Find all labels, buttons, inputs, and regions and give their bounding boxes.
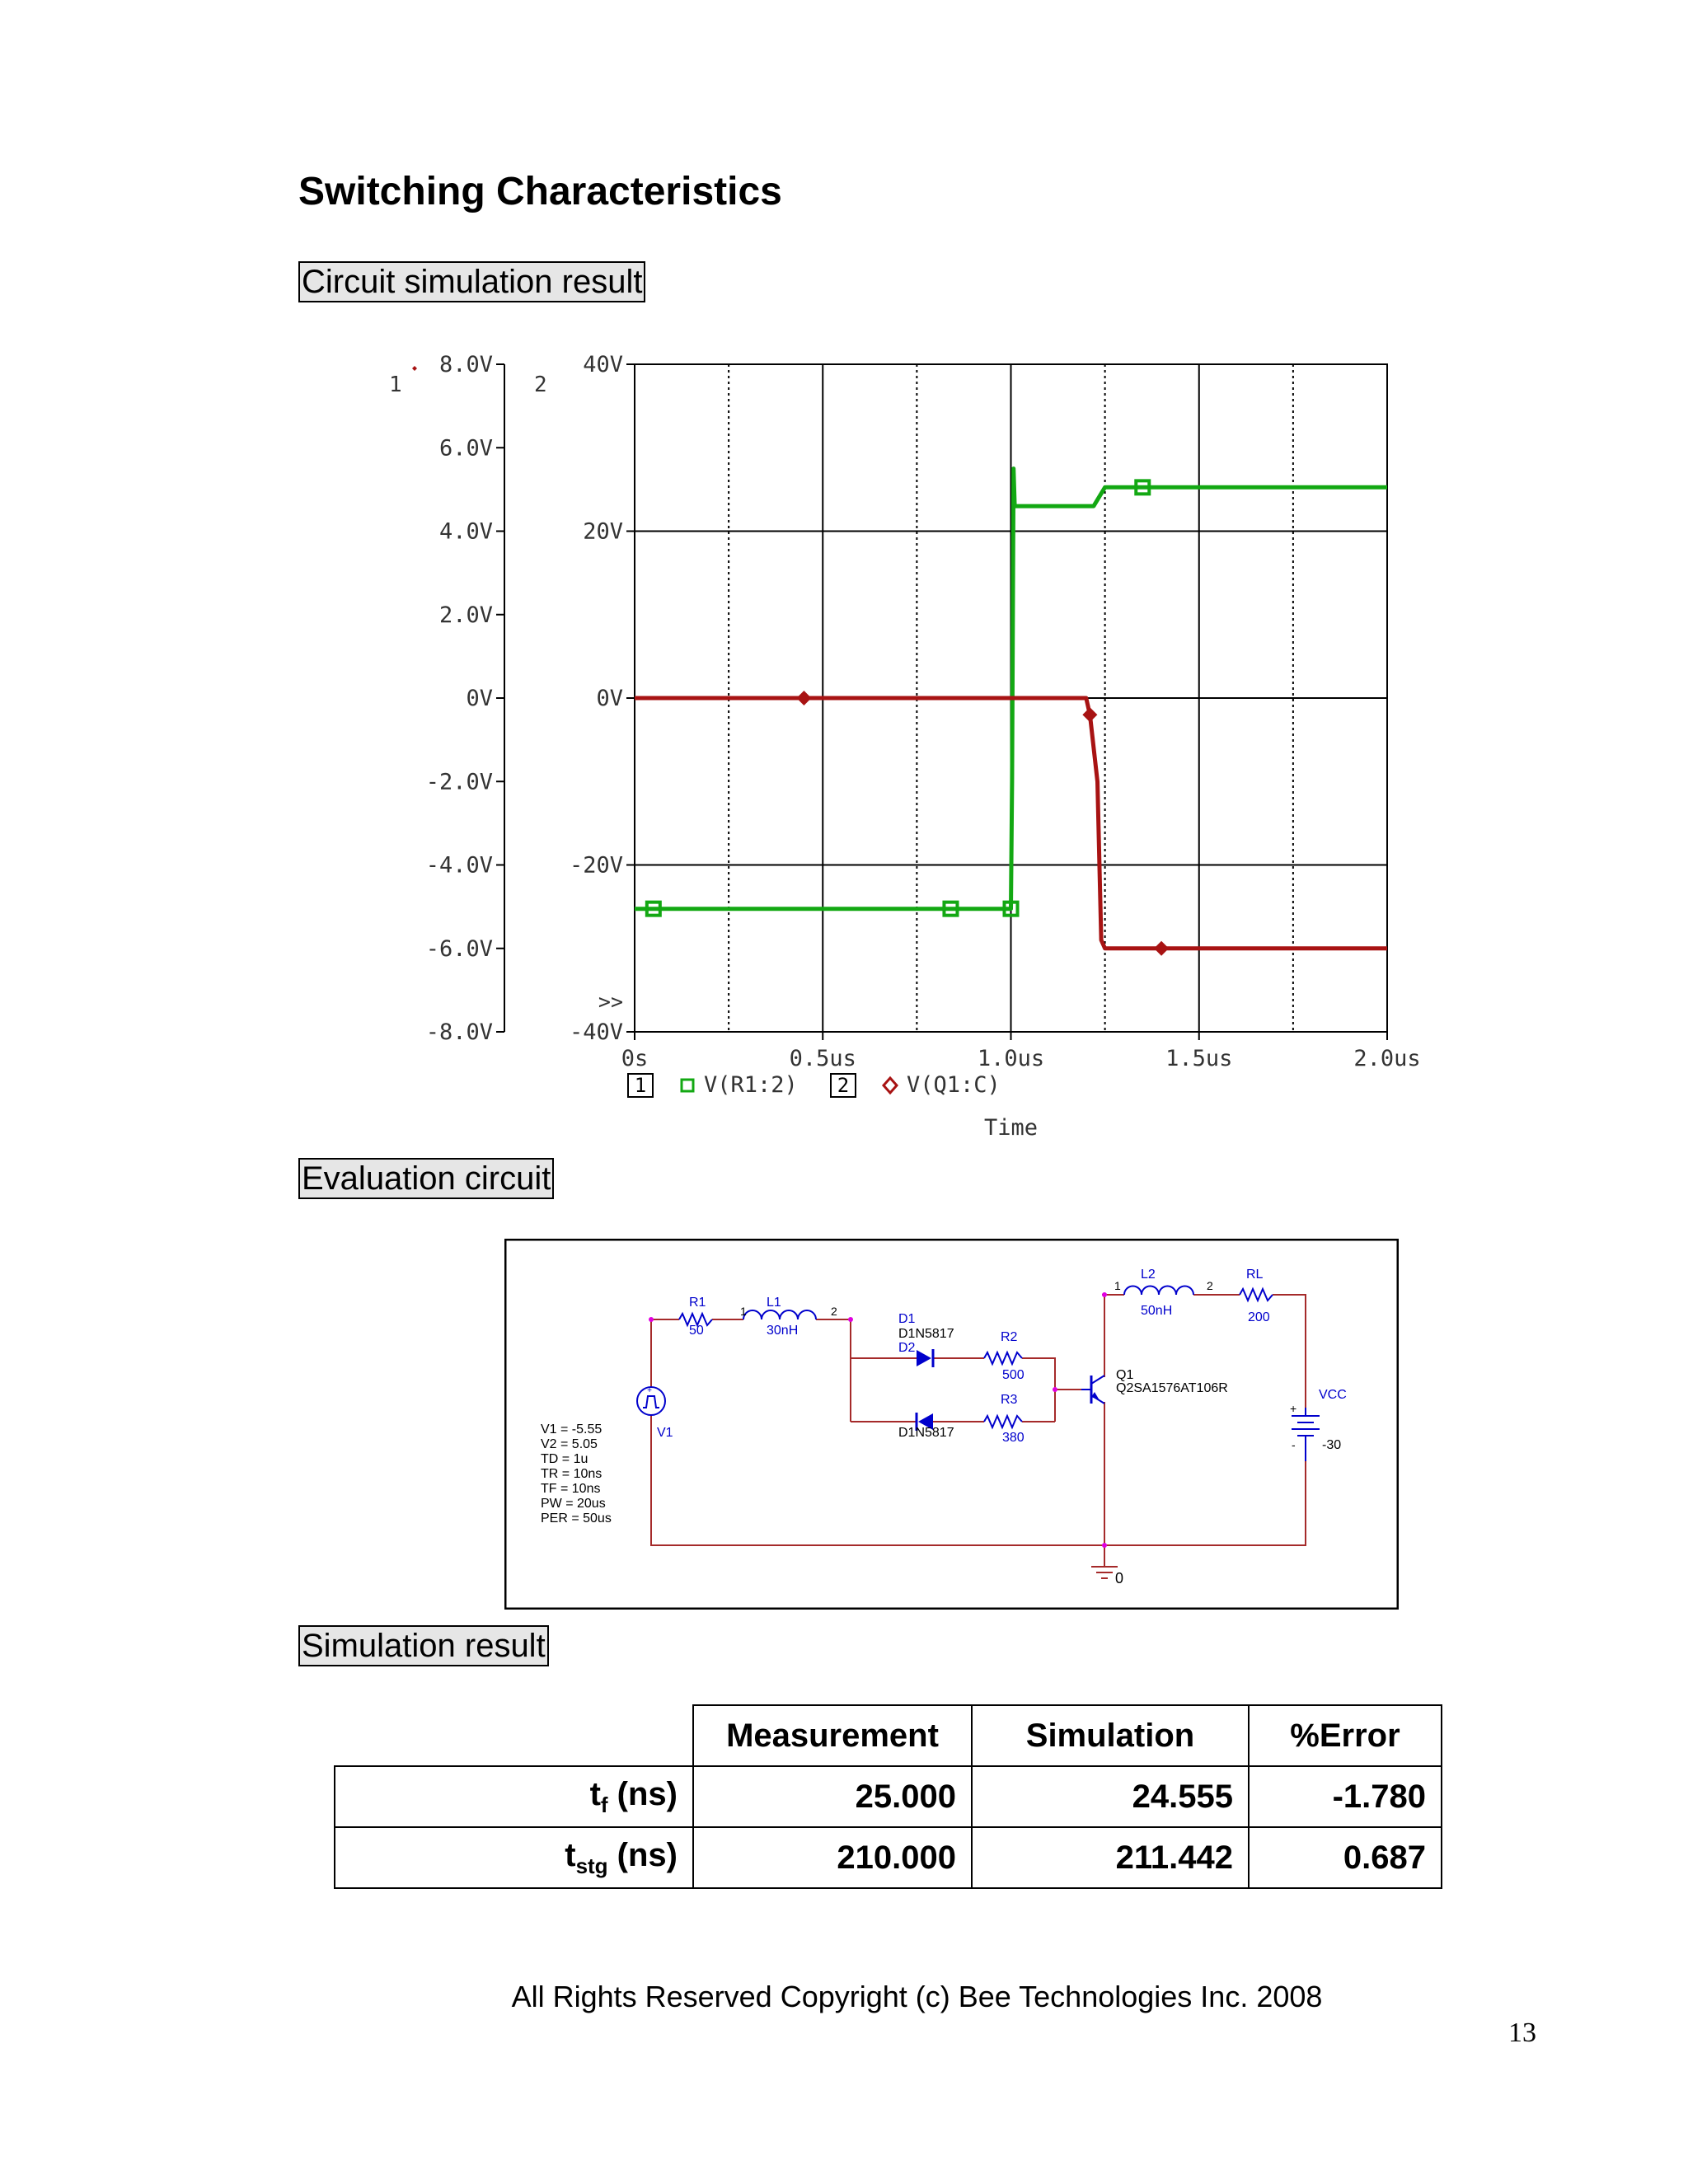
l2-value: 50nH [1141, 1304, 1173, 1318]
l2-name: L2 [1141, 1268, 1156, 1282]
l1-value: 30nH [767, 1324, 799, 1338]
axis1-selected-icon [412, 366, 417, 371]
row-label: $t_{stg}$ (ns) [335, 1827, 693, 1888]
table-corner [335, 1705, 693, 1766]
l2-pin2: 2 [1207, 1279, 1213, 1292]
column-header: %Error [1249, 1705, 1442, 1766]
q1-part: Q2SA1576AT106R [1116, 1381, 1228, 1395]
measurement-cell: 25.000 [693, 1766, 972, 1827]
l2-pin1: 1 [1114, 1279, 1121, 1292]
legend-axis-id: 1 [634, 1074, 647, 1097]
table-row [335, 1766, 1442, 1827]
source-param-text: TD = 1u [541, 1452, 588, 1466]
simulation-cell: 24.555 [972, 1766, 1249, 1827]
column-header: Simulation [972, 1705, 1249, 1766]
simulation-result-table [334, 1704, 1442, 1889]
axis2-tick-label: 40V [583, 352, 623, 377]
page-title: Switching Characteristics [298, 170, 782, 213]
source-param-text: TF = 10ns [541, 1482, 601, 1496]
source-param-text: TR = 10ns [541, 1467, 603, 1481]
legend-axis-id: 2 [837, 1074, 850, 1097]
source-param-text: V2 = 5.05 [541, 1437, 598, 1451]
axis1-tick-label: 0V [466, 686, 493, 711]
d1-name: D1 [898, 1312, 916, 1326]
svg-text:-: - [1292, 1438, 1296, 1451]
source-param-text: PER = 50us [541, 1511, 612, 1526]
series-marker [1154, 941, 1169, 956]
svg-text:+: + [647, 1386, 652, 1395]
d1-part: D1N5817 [898, 1327, 954, 1341]
l1-pin2: 2 [831, 1305, 837, 1318]
vcc-value: -30 [1322, 1438, 1342, 1452]
r3-value: 380 [1002, 1431, 1025, 1445]
r1-value: 50 [689, 1324, 704, 1338]
r2-name: R2 [1001, 1330, 1018, 1344]
axis1-tick-label: -2.0V [425, 769, 493, 795]
axis1-tick-label: -6.0V [425, 935, 493, 962]
legend-label: V(Q1:C) [907, 1072, 1001, 1098]
section-label-evaluation-circuit: Evaluation circuit [298, 1158, 554, 1199]
chart-axes [389, 352, 1421, 1141]
v1-label: V1 [657, 1426, 673, 1440]
axis2-id: 2 [534, 373, 547, 397]
l1-name: L1 [767, 1296, 781, 1310]
d2-name: D2 [898, 1341, 916, 1355]
error-cell: -1.780 [1249, 1766, 1442, 1827]
r1-name: R1 [689, 1296, 706, 1310]
rl-value: 200 [1248, 1310, 1270, 1324]
simulation-cell: 211.442 [972, 1827, 1249, 1888]
series-marker [796, 691, 811, 705]
measurement-cell: 210.000 [693, 1827, 972, 1888]
source-param-text: V1 = -5.55 [541, 1422, 603, 1436]
section-label-circuit-simulation: Circuit simulation result [298, 261, 645, 302]
r3-name: R3 [1001, 1393, 1018, 1407]
legend-marker [884, 1078, 897, 1093]
d2-part: D1N5817 [898, 1426, 954, 1440]
legend-label: V(R1:2) [704, 1072, 798, 1098]
axis2-tick-label: 20V [583, 518, 623, 545]
chart-legend [628, 1072, 1001, 1098]
x-tick-label: 1.0us [977, 1046, 1045, 1071]
x-tick-label: 2.0us [1353, 1046, 1421, 1071]
section-label-simulation-result: Simulation result [298, 1625, 549, 1666]
error-cell: 0.687 [1249, 1827, 1442, 1888]
axis1-id: 1 [389, 373, 402, 397]
row-label: $t_f$ (ns) [335, 1766, 693, 1827]
vcc-name: VCC [1319, 1388, 1347, 1402]
x-tick-label: 0.5us [789, 1046, 856, 1071]
source-param-text: PW = 20us [541, 1497, 606, 1511]
axis1-tick-label: 4.0V [438, 518, 493, 545]
evaluation-circuit-schematic [504, 1239, 1399, 1610]
r2-value: 500 [1002, 1368, 1025, 1382]
column-header: Measurement [693, 1705, 972, 1766]
ground-label: 0 [1115, 1570, 1124, 1586]
axis2-tick-label: 0V [596, 686, 623, 711]
legend-marker [682, 1080, 693, 1091]
axis1-tick-label: -4.0V [425, 852, 493, 879]
axis2-tick-label: -20V [569, 852, 623, 879]
l1-pin1: 1 [740, 1305, 747, 1318]
axis2-selected-marker: >> [598, 990, 623, 1014]
svg-text:+: + [1290, 1402, 1297, 1415]
q1-name: Q1 [1116, 1368, 1134, 1382]
axis1-tick-label: 2.0V [438, 602, 493, 628]
axis1-tick-label: 6.0V [438, 435, 493, 462]
axis2-tick-label: -40V [569, 1019, 623, 1045]
axis1-tick-label: -8.0V [425, 1019, 493, 1045]
x-tick-label: 0s [621, 1046, 649, 1071]
table-row [335, 1827, 1442, 1888]
x-axis-label: Time [983, 1115, 1039, 1141]
x-tick-label: 1.5us [1165, 1046, 1233, 1071]
table-header-row [335, 1705, 1442, 1766]
axis1-tick-label: 8.0V [438, 352, 493, 377]
copyright-footer: All Rights Reserved Copyright (c) Bee Technologies Inc. 2008 [511, 1980, 1323, 2013]
series-marker [1082, 707, 1097, 722]
rl-name: RL [1246, 1268, 1264, 1282]
page-number: 13 [1508, 2018, 1536, 2048]
